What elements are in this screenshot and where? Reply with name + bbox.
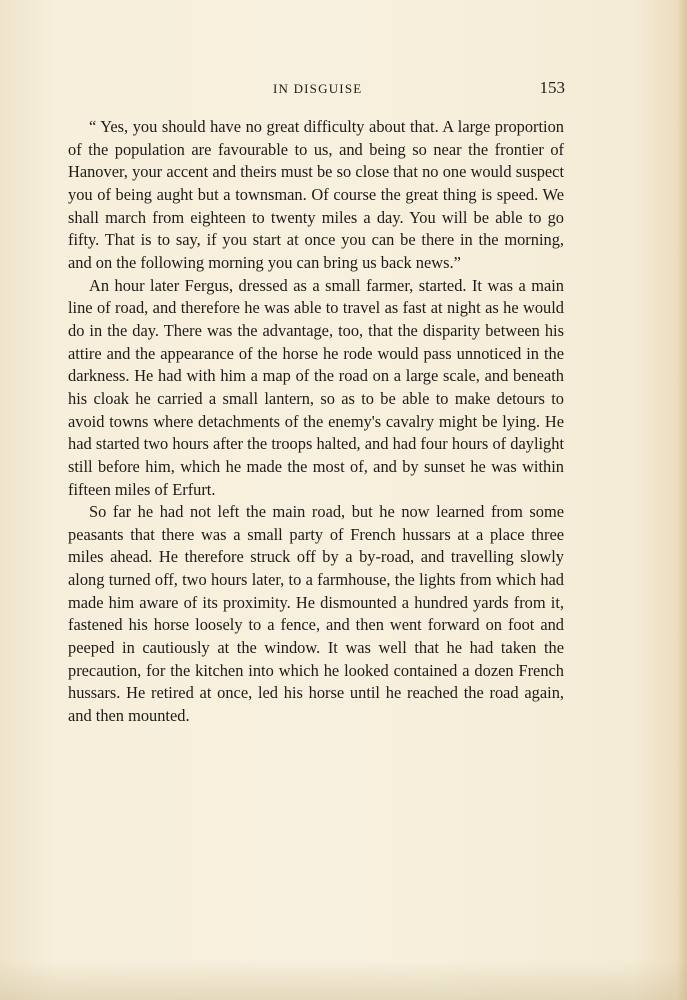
- page-bottom-shading: [0, 960, 687, 1000]
- paragraph: An hour later Fergus, dressed as a small farmer, started. It was a main line of road, and therefore he was able to travel as fast at night as he would do in the day. There was the advantage, too, that the disparity between his attire and the appearance of the horse he rode would pass unnoticed in the darkness. He had with him a map of the road on a large scale, and beneath his cloak he carried a small lantern, so as to be able to make detours to avoid towns where detachments of the enemy's cavalry might be lying. He had started two hours after the troops halted, and had four hours of daylight still before him, which he made the most of, and by sunset he was within fifteen miles of Erfurt.: [68, 275, 564, 499]
- page-number: 153: [539, 78, 565, 97]
- paragraph: “ Yes, you should have no great difficulty about that. A large proportion of the population are favourable to us, and being so near the frontier of Hanover, your accent and theirs must be so close that no one would suspect you of being aught but a townsman. Of course the great thing is speed. We shall march from eighteen to twenty miles a day. You will be able to go fifty. That is to say, if you start at once you can be there in the morning, and on the following morning you can bring us back news.”: [68, 117, 564, 272]
- paragraph: So far he had not left the main road, but he now learned from some peasants that there was a small party of French hussars at a place three miles ahead. He therefore struck off by a by-road, and travelling slowly along turned off, two hours later, to a farmhouse, the lights from which had made him aware of its proximity. He dismounted a hundred yards from it, fastened his horse loosely to a fence, and then went forward on foot and peeped in cautiously at the window. It was well that he had taken the precaution, for the kitchen into which he looked contained a dozen French hussars. He retired at once, led his horse until he reached the road again, and then mounted.: [68, 502, 564, 726]
- page-header: [0, 78, 687, 102]
- page-edge-shading: [677, 0, 687, 1000]
- body-text: [68, 116, 564, 728]
- running-head: IN DISGUISE: [273, 81, 363, 96]
